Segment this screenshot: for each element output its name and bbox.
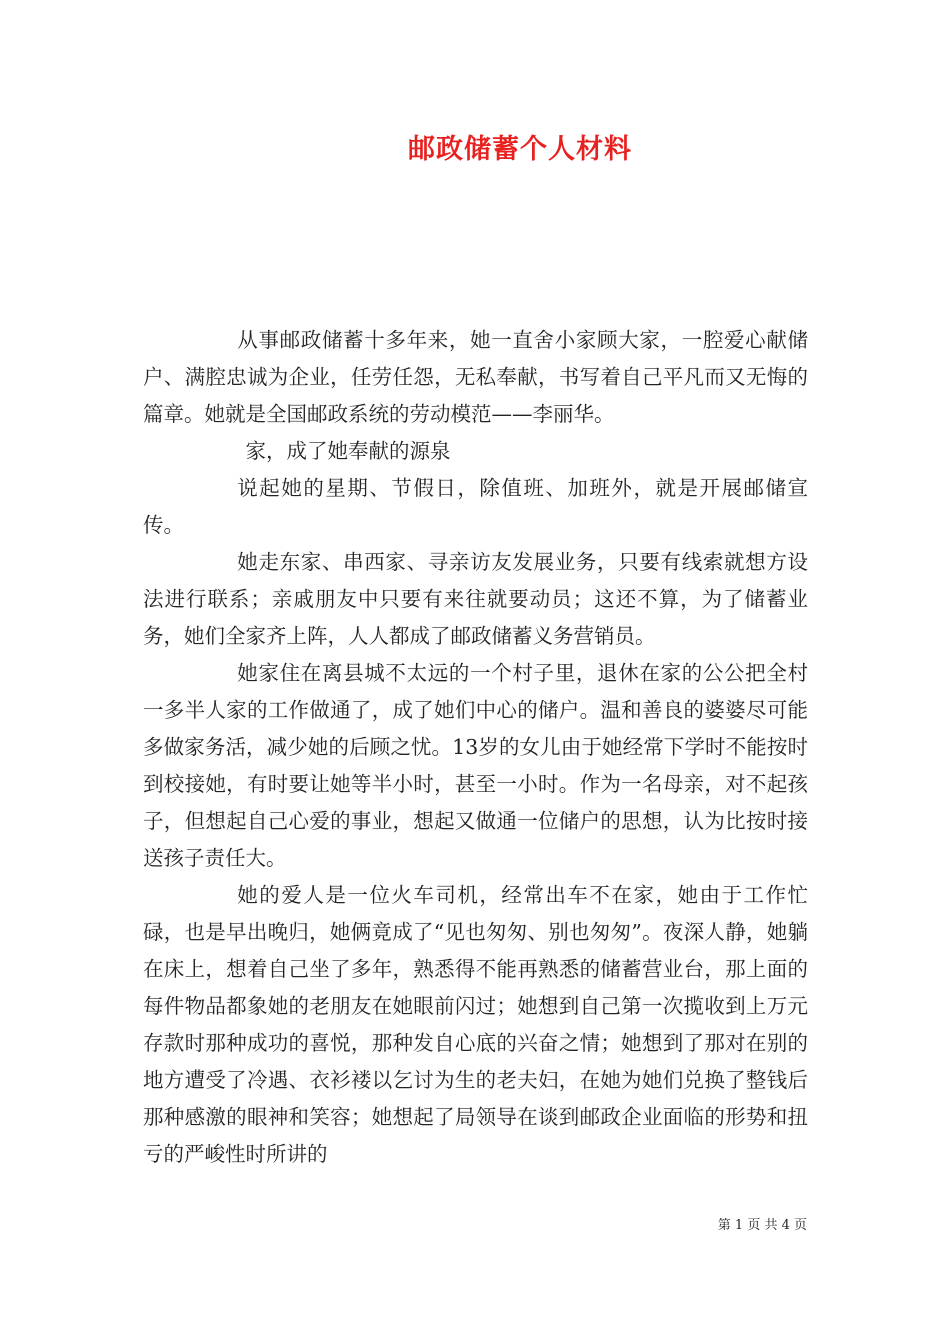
paragraph-village: 她家住在离县城不太远的一个村子里，退休在家的公公把全村一多半人家的工作做通了，成了她们中心的储户。温和善良的婆婆尽可能多做家务活，减少她的后顾之忧。13岁的女儿由于她经常下学时不能按时到校接她，有时要让她等半小时，甚至一小时。作为一名母亲，对不起孩子，但想起自己心爱的事业，想起又做通一位储户的思想，认为比按时接送孩子责任大。 xyxy=(143,661,808,870)
paragraph-intro: 从事邮政储蓄十多年来，她一直舍小家顾大家，一腔爱心献储户、满腔忠诚为企业，任劳任怨，无私奉献，书写着自己平凡而又无悔的篇章。她就是全国邮政系统的劳动模范——李丽华。 xyxy=(143,328,808,426)
document-title: 邮政储蓄个人材料 xyxy=(408,134,632,165)
paragraph-family-marketing: 她走东家、串西家、寻亲访友发展业务，只要有线索就想方设法进行联系；亲戚朋友中只要有来往就要动员；这还不算，为了储蓄业务，她们全家齐上阵，人人都成了邮政储蓄义务营销员。 xyxy=(143,550,808,648)
document-body xyxy=(143,322,808,1173)
paragraph-weekends: 说起她的星期、节假日，除值班、加班外，就是开展邮储宣传。 xyxy=(143,476,808,537)
page-number-footer: 第 1 页 共 4 页 xyxy=(717,1218,807,1233)
section-heading: 家，成了她奉献的源泉 xyxy=(245,439,451,463)
paragraph-husband: 她的爱人是一位火车司机，经常出车不在家，她由于工作忙碌，也是早出晚归，她俩竟成了“见也匆匆、别也匆匆”。夜深人静，她躺在床上，想着自己坐了多年，熟悉得不能再熟悉的储蓄营业台，那上面的每件物品都象她的老朋友在她眼前闪过；她想到自己第一次揽收到上万元存款时那种成功的喜悦，那种发自心底的兴奋之情；她想到了那对在别的地方遭受了冷遇、衣衫褛以乞讨为生的老夫妇，在她为她们兑换了整钱后那种感激的眼神和笑容；她想起了局领导在谈到邮政企业面临的形势和扭亏的严峻性时所讲的 xyxy=(143,883,808,1166)
